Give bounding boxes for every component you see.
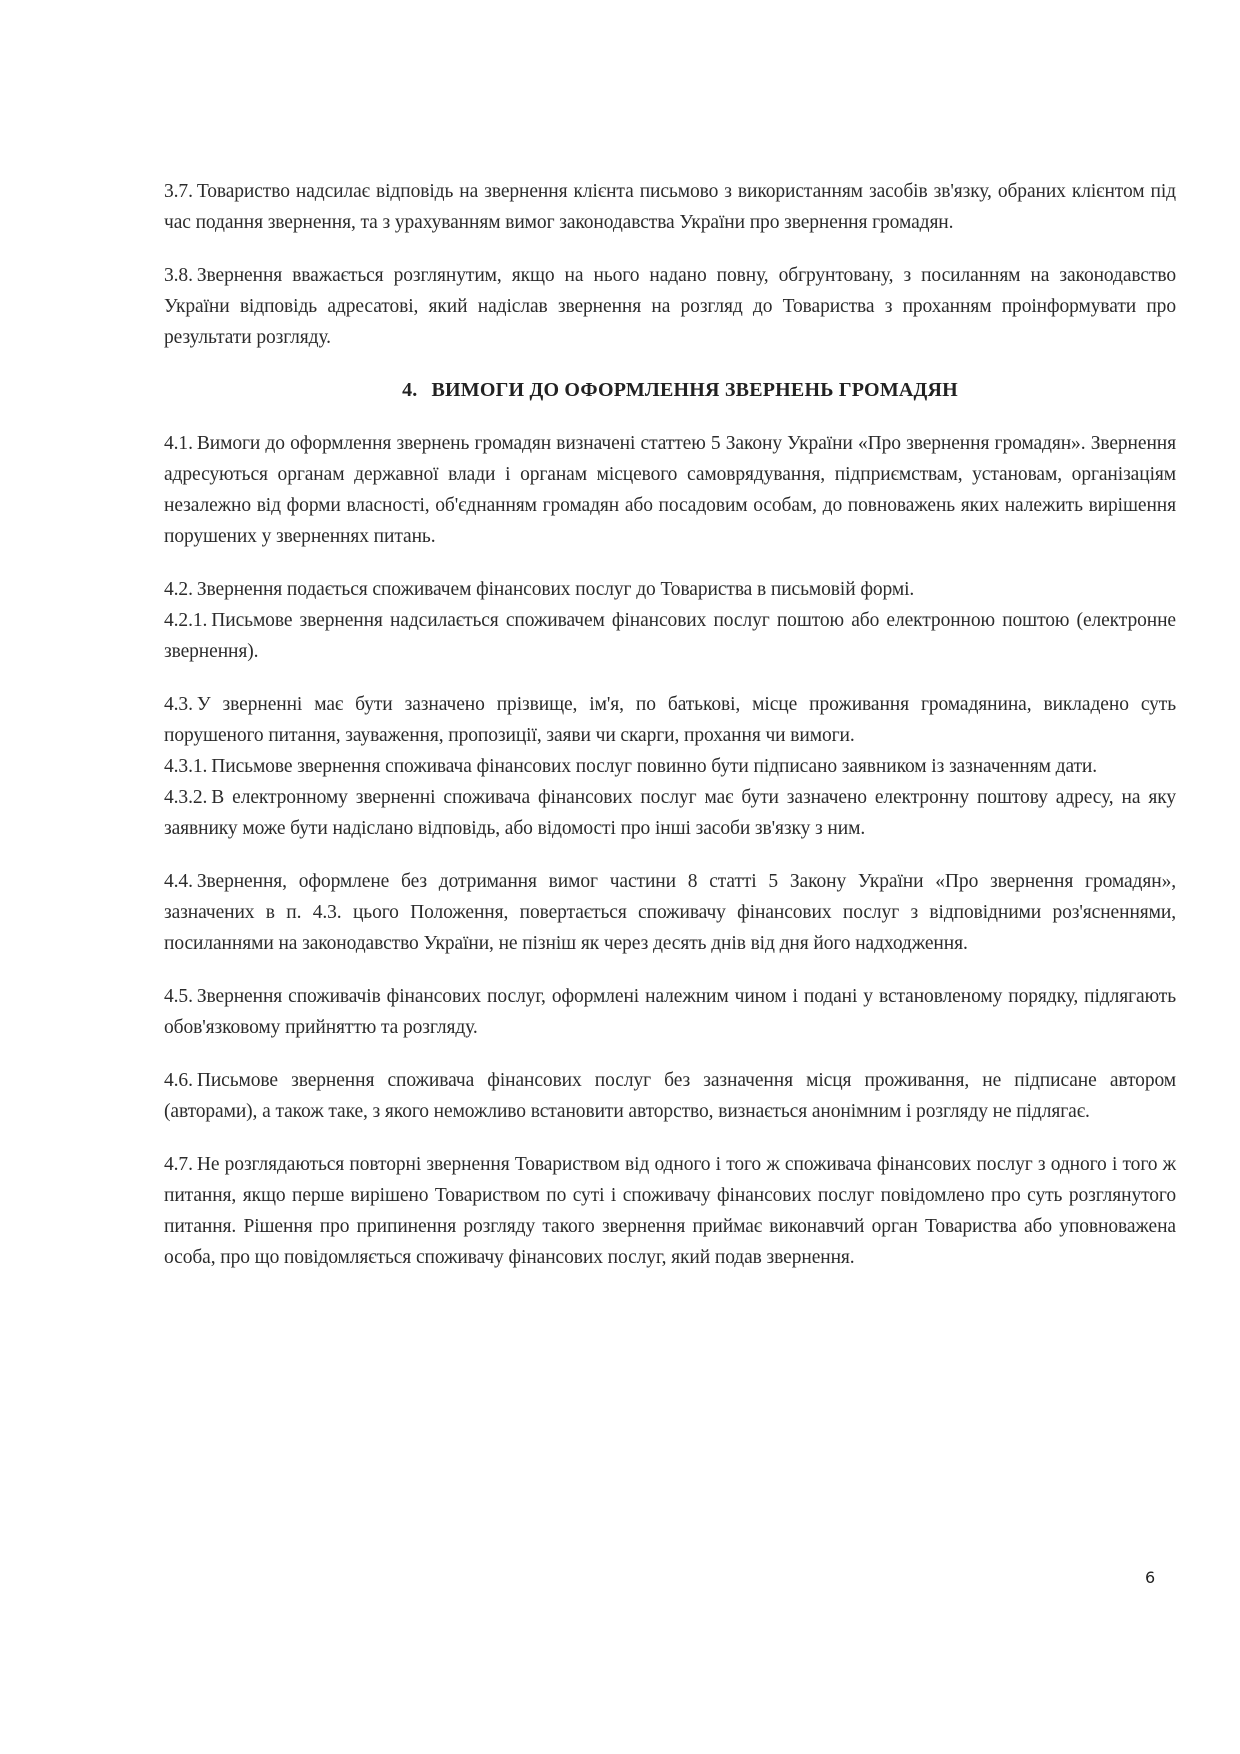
paragraph-3-7: [164, 176, 1176, 238]
paragraph-4-3-2: [164, 782, 1176, 844]
spacer: [164, 238, 1176, 260]
paragraph-text: Звернення подається споживачем фінансових послуг до Товариства в письмовій формі.: [196, 579, 915, 600]
spacer: [164, 844, 1176, 866]
section-heading: [164, 375, 1176, 406]
paragraph-4-2: [164, 574, 1176, 605]
paragraph-number: 4.3.: [164, 694, 193, 715]
paragraph-text: Вимоги до оформлення звернень громадян визначені статтею 5 Закону України «Про звернення громадян». Звернення адресуються органам державної влади і органам місцевого самоврядування, підприємствам, установам, організаціям незалежно від форми власності, об'єднанням громадян або посадовим особам, до повноважень яких належить вирішення порушених у зверненнях питань.: [164, 433, 1176, 547]
paragraph-text: Письмове звернення надсилається споживачем фінансових послуг поштою або електронною поштою (електронне звернення).: [164, 610, 1176, 662]
page-number: 6: [1145, 1568, 1156, 1587]
paragraph-number: 4.3.2.: [164, 787, 208, 808]
paragraph-text: В електронному зверненні споживача фінансових послуг має бути зазначено електронну поштову адресу, на яку заявнику може бути надіслано відповідь, або відомості про інші засоби зв'язку з ним.: [164, 787, 1176, 839]
section-title: ВИМОГИ ДО ОФОРМЛЕННЯ ЗВЕРНЕНЬ ГРОМАДЯН: [431, 379, 958, 401]
paragraph-4-3-1: [164, 751, 1176, 782]
paragraph-number: 4.5.: [164, 986, 193, 1007]
spacer: [164, 552, 1176, 574]
section-number: 4.: [402, 379, 418, 401]
spacer: [164, 1127, 1176, 1149]
paragraph-number: 4.2.1.: [164, 610, 208, 631]
paragraph-text: Звернення вважається розглянутим, якщо на нього надано повну, обгрунтовану, з посиланням на законодавство України відповідь адресатові, який надіслав звернення на розгляд до Товариства з проханням проінформувати про результати розгляду.: [164, 265, 1176, 348]
spacer: [164, 959, 1176, 981]
spacer: [164, 353, 1176, 375]
paragraph-text: У зверненні має бути зазначено прізвище, ім'я, по батькові, місце проживання громадянина, викладено суть порушеного питання, зауваження, пропозиції, заяви чи скарги, прохання чи вимоги.: [164, 694, 1176, 746]
paragraph-4-3: [164, 689, 1176, 751]
spacer: [164, 406, 1176, 428]
paragraph-4-6: [164, 1065, 1176, 1127]
paragraph-4-2-1: [164, 605, 1176, 667]
paragraph-4-1: [164, 428, 1176, 552]
paragraph-text: Письмове звернення споживача фінансових послуг без зазначення місця проживання, не підписане автором (авторами), а також таке, з якого неможливо встановити авторство, визнається анонімним і розгляду не підлягає.: [164, 1070, 1176, 1122]
paragraph-number: 3.8.: [164, 265, 193, 286]
paragraph-4-5: [164, 981, 1176, 1043]
paragraph-text: Не розглядаються повторні звернення Товариством від одного і того ж споживача фінансових послуг з одного і того ж питання, якщо перше вирішено Товариством по суті і споживачу фінансових послуг повідомлено про суть розглянутого питання. Рішення про припинення розгляду такого звернення приймає виконавчий орган Товариства або уповноважена особа, про що повідомляється споживачу фінансових послуг, який подав звернення.: [164, 1154, 1176, 1268]
paragraph-4-4: [164, 866, 1176, 959]
paragraph-4-7: [164, 1149, 1176, 1273]
paragraph-text: Письмове звернення споживача фінансових послуг повинно бути підписано заявником із зазначенням дати.: [211, 756, 1098, 777]
paragraph-text: Звернення, оформлене без дотримання вимог частини 8 статті 5 Закону України «Про звернення громадян», зазначених в п. 4.3. цього Положення, повертається споживачу фінансових послуг з відповідними роз'ясненнями, посиланнями на законодавство України, не пізніш як через десять днів від дня його надходження.: [164, 871, 1176, 954]
page-content: [164, 176, 1176, 1273]
paragraph-number: 4.7.: [164, 1154, 193, 1175]
paragraph-number: 4.6.: [164, 1070, 193, 1091]
paragraph-number: 4.2.: [164, 579, 193, 600]
spacer: [164, 667, 1176, 689]
paragraph-3-8: [164, 260, 1176, 353]
paragraph-number: 4.4.: [164, 871, 193, 892]
paragraph-text: Товариство надсилає відповідь на звернення клієнта письмово з використанням засобів зв'язку, обраних клієнтом під час подання звернення, та з урахуванням вимог законодавства України про звернення громадян.: [164, 181, 1176, 233]
paragraph-number: 4.1.: [164, 433, 193, 454]
paragraph-number: 3.7.: [164, 181, 193, 202]
paragraph-number: 4.3.1.: [164, 756, 208, 777]
spacer: [164, 1043, 1176, 1065]
paragraph-text: Звернення споживачів фінансових послуг, оформлені належним чином і подані у встановленому порядку, підлягають обов'язковому прийняттю та розгляду.: [164, 986, 1176, 1038]
